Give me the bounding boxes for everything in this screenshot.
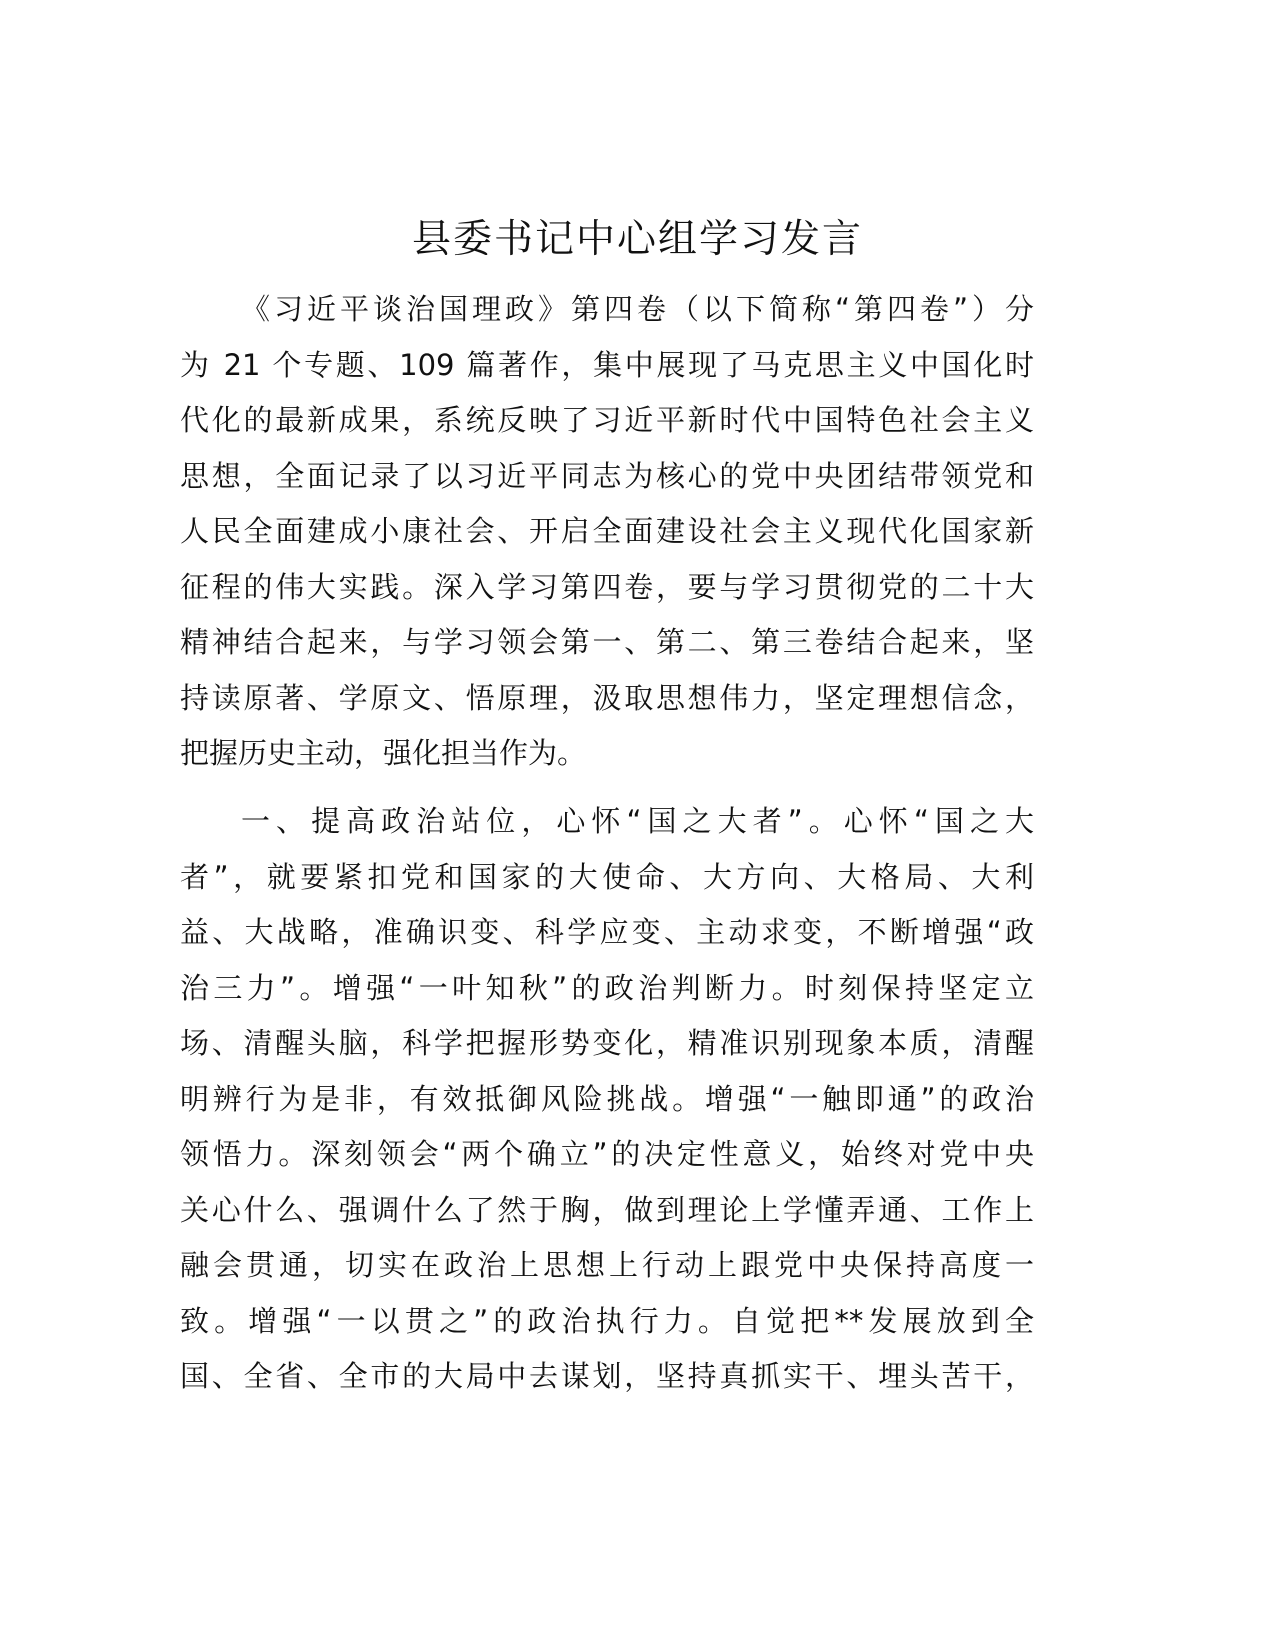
text-line: 征程的伟大实践。深入学习第四卷，要与学习贯彻党的二十大: [180, 569, 1034, 604]
text-line: 明辨行为是非，有效抵御风险挑战。增强“一触即通”的政治: [180, 1081, 1034, 1116]
text-line: 一、提高政治站位，心怀“国之大者”。心怀“国之大: [241, 804, 1034, 838]
text-line: 领悟力。深刻领会“两个确立”的决定性意义，始终对党中央: [180, 1137, 1034, 1171]
text-line: 持读原著、学原文、悟原理，汲取思想伟力，坚定理想信念，: [180, 680, 1034, 715]
text-line: 精神结合起来，与学习领会第一、第二、第三卷结合起来，坚: [180, 625, 1034, 659]
text-line: 者”，就要紧扣党和国家的大使命、大方向、大格局、大利: [180, 859, 1034, 894]
text-line: 思想，全面记录了以习近平同志为核心的党中央团结带领党和: [180, 458, 1034, 493]
text-line: 人民全面建成小康社会、开启全面建设社会主义现代化国家新: [180, 514, 1034, 548]
text-line: 场、清醒头脑，科学把握形势变化，精准识别现象本质，清醒: [180, 1026, 1034, 1060]
text-line: 国、全省、全市的大局中去谋划，坚持真抓实干、埋头苦干，: [180, 1359, 1034, 1393]
text-line: 《习近平谈治国理政》第四卷（以下简称“第四卷”）分: [241, 292, 1034, 326]
text-line: 致。增强“一以贯之”的政治执行力。自觉把**发展放到全: [180, 1303, 1034, 1338]
paragraph-intro: [180, 282, 1034, 782]
text-line: 为 21 个专题、109 篇著作，集中展现了马克思主义中国化时: [180, 347, 1034, 382]
paragraph-section-one: [180, 794, 1034, 1405]
text-line: 融会贯通，切实在政治上思想上行动上跟党中央保持高度一: [180, 1248, 1034, 1282]
document-title: 县委书记中心组学习发言: [411, 217, 863, 262]
text-line: 益、大战略，准确识变、科学应变、主动求变，不断增强“政: [180, 915, 1034, 949]
text-line: 把握历史主动，强化担当作为。: [180, 736, 587, 770]
text-line: 关心什么、强调什么了然于胸，做到理论上学懂弄通、工作上: [180, 1192, 1034, 1227]
text-line: 治三力”。增强“一叶知秋”的政治判断力。时刻保持坚定立: [180, 970, 1034, 1005]
text-line: 代化的最新成果，系统反映了习近平新时代中国特色社会主义: [180, 403, 1034, 437]
